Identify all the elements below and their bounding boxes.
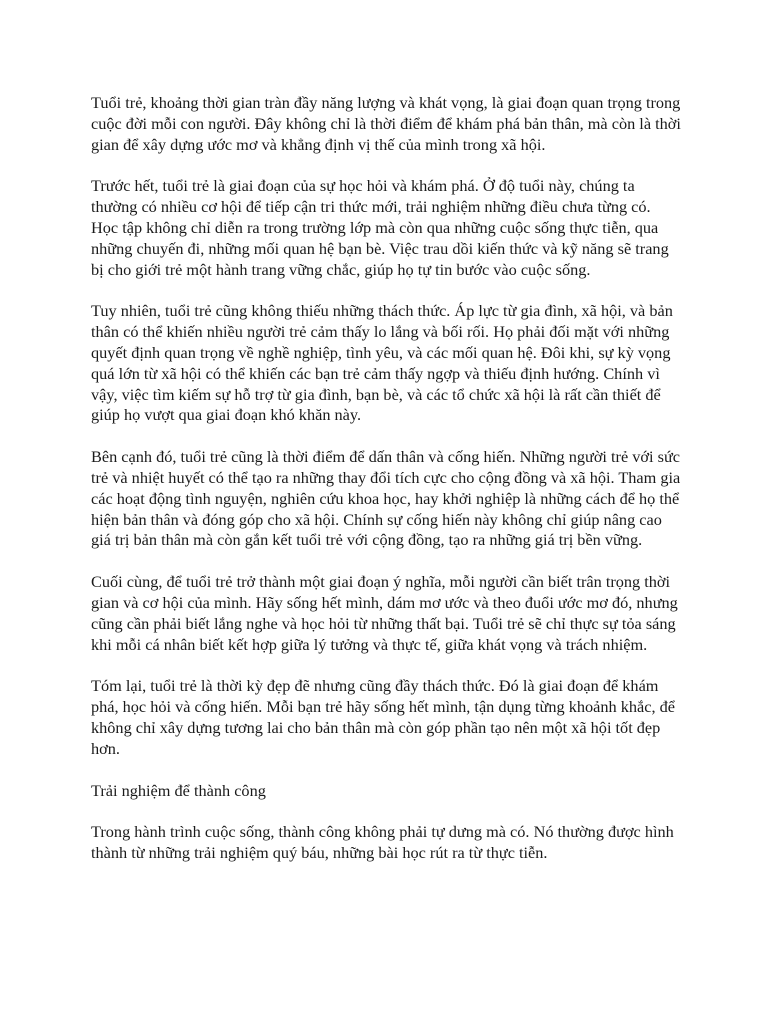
paragraph-learning: Trước hết, tuổi trẻ là giai đoạn của sự học hỏi và khám phá. Ở độ tuổi này, chúng ta thường có nhiều cơ hội để tiếp cận tri thức mới, trải nghiệm những điều chưa từng có. Học tập không chỉ diễn ra trong trường lớp mà còn qua những cuộc sống thực tiễn, qua những chuyến đi, những mối quan hệ bạn bè. Việc trau dồi kiến thức và kỹ năng sẽ trang bị cho giới trẻ một hành trang vững chắc, giúp họ tự tin bước vào cuộc sống.: [91, 176, 669, 279]
paragraph-challenges: Tuy nhiên, tuổi trẻ cũng không thiếu những thách thức. Áp lực từ gia đình, xã hội, và bản thân có thể khiến nhiều người trẻ cảm thấy lo lắng và bối rối. Họ phải đối mặt với những quyết định quan trọng về nghề nghiệp, tình yêu, và các mối quan hệ. Đôi khi, sự kỳ vọng quá lớn từ xã hội có thể khiến các bạn trẻ cảm thấy ngợp và thiếu định hướng. Chính vì vậy, việc tìm kiếm sự hỗ trợ từ gia đình, bạn bè, và các tổ chức xã hội là rất cần thiết để giúp họ vượt qua giai đoạn khó khăn này.: [91, 301, 673, 425]
paragraph-meaning: Cuối cùng, để tuổi trẻ trở thành một giai đoạn ý nghĩa, mỗi người cần biết trân trọng thời gian và cơ hội của mình. Hãy sống hết mình, dám mơ ước và theo đuổi ước mơ đó, nhưng cũng cần phải biết lắng nghe và học hỏi từ những thất bại. Tuổi trẻ sẽ chỉ thực sự tỏa sáng khi mỗi cá nhân biết kết hợp giữa lý tưởng và thực tế, giữa khát vọng và trách nhiệm.: [91, 572, 678, 654]
document-body: [91, 93, 681, 885]
paragraph-conclusion: Tóm lại, tuổi trẻ là thời kỳ đẹp đẽ nhưng cũng đầy thách thức. Đó là giai đoạn để khám phá, học hỏi và cống hiến. Mỗi bạn trẻ hãy sống hết mình, tận dụng từng khoảnh khắc, để không chỉ xây dựng tương lai cho bản thân mà còn góp phần tạo nên một xã hội tốt đẹp hơn.: [91, 676, 675, 758]
paragraph-contribution: Bên cạnh đó, tuổi trẻ cũng là thời điểm để dấn thân và cống hiến. Những người trẻ với sức trẻ và nhiệt huyết có thể tạo ra những thay đổi tích cực cho cộng đồng và xã hội. Tham gia các hoạt động tình nguyện, nghiên cứu khoa học, hay khởi nghiệp là những cách để họ thể hiện bản thân và đóng góp cho xã hội. Chính sự cống hiến này không chỉ giúp nâng cao giá trị bản thân mà còn gắn kết tuổi trẻ với cộng đồng, tạo ra những giá trị bền vững.: [91, 447, 681, 550]
paragraph-final: Trong hành trình cuộc sống, thành công không phải tự dưng mà có. Nó thường được hình thành từ những trải nghiệm quý báu, những bài học rút ra từ thực tiễn.: [91, 822, 674, 863]
section-heading: Trải nghiệm để thành công: [91, 780, 266, 800]
paragraph-intro: Tuổi trẻ, khoảng thời gian tràn đầy năng lượng và khát vọng, là giai đoạn quan trọng trong cuộc đời mỗi con người. Đây không chỉ là thời điểm để khám phá bản thân, mà còn là thời gian để xây dựng ước mơ và khẳng định vị thế của mình trong xã hội.: [91, 93, 681, 154]
